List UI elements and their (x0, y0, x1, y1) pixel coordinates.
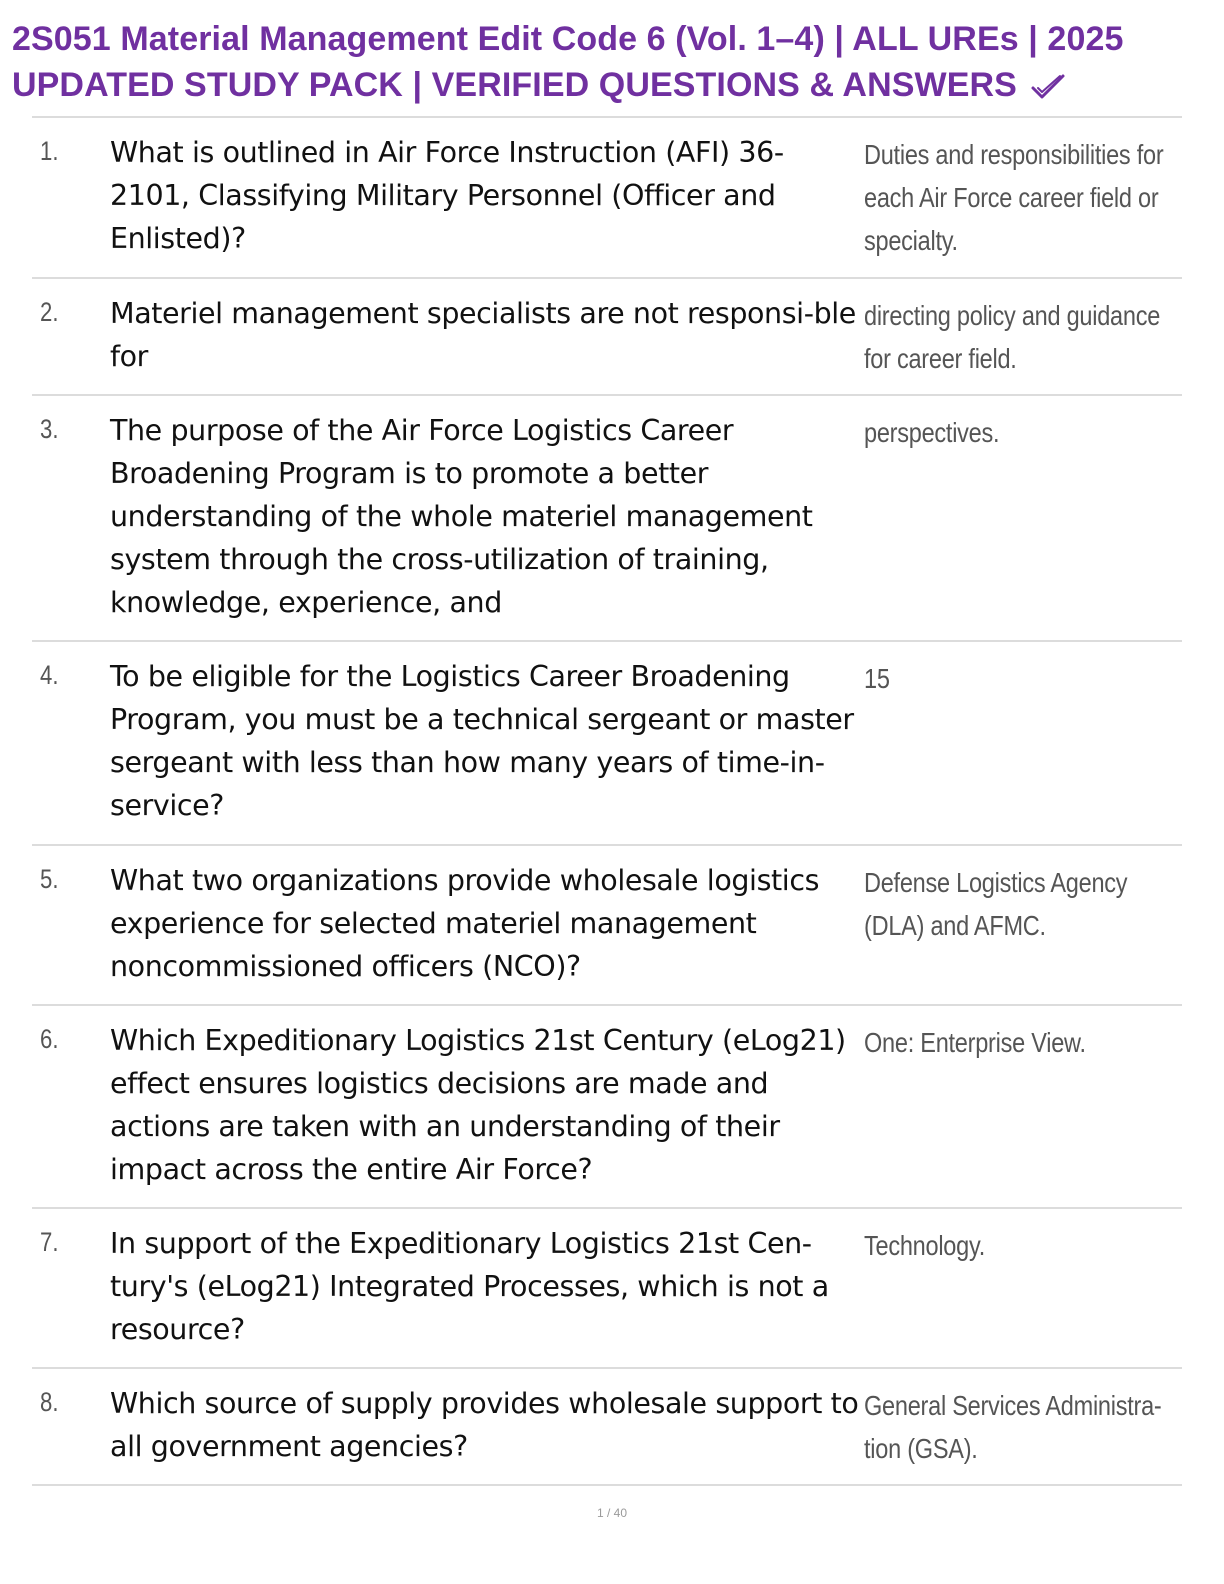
qa-item-4 (32, 642, 1182, 846)
check-mark-icon (1030, 72, 1066, 102)
qa-item-8 (32, 1369, 1182, 1486)
qa-item-3 (32, 396, 1182, 642)
question-text: Which Expeditionary Logistics 21st Century (eLog21) effect ensures logistics decisions are made and actions are taken with an understanding of their impact across the entire Air Force? (110, 1024, 846, 1186)
question-number: 8. (40, 1387, 59, 1417)
question-number: 3. (40, 414, 59, 444)
question-text: The purpose of the Air Force Logistics Career Broadening Program is to promote a better understanding of the whole materiel management system through the cross-utilization of training, knowledge, experience, and (110, 414, 813, 619)
qa-list (32, 116, 1182, 1486)
answer-text: One: Enterprise View. (864, 1027, 1086, 1058)
question-text: Materiel management specialists are not responsi-ble for (110, 297, 856, 373)
question-number: 6. (40, 1024, 59, 1054)
title-line-2: UPDATED STUDY PACK | VERIFIED QUESTIONS & ANSWERS (12, 66, 1017, 104)
qa-item-1 (32, 118, 1182, 279)
question-number: 4. (40, 660, 59, 690)
qa-item-5 (32, 846, 1182, 1006)
title-line-1: 2S051 Material Management Edit Code 6 (Vol. 1–4) | ALL UREs | 2025 (12, 20, 1124, 58)
question-number: 5. (40, 864, 59, 894)
question-text: What is outlined in Air Force Instruction (AFI) 36-2101, Classifying Military Personnel (Officer and Enlisted)? (110, 136, 784, 255)
page-indicator: 1 / 40 (596, 1506, 628, 1520)
question-text: To be eligible for the Logistics Career Broadening Program, you must be a technical sergeant or master sergeant with less than how many years of time-in-service? (110, 660, 854, 822)
question-number: 1. (40, 136, 59, 166)
question-text: In support of the Expeditionary Logistics 21st Cen-tury's (eLog21) Integrated Processes, which is not a resource? (110, 1227, 829, 1346)
qa-item-2 (32, 279, 1182, 396)
answer-text: perspectives. (864, 417, 1000, 448)
answer-text: directing policy and guidance for career field. (864, 300, 1161, 374)
answer-text: Defense Logistics Agency (DLA) and AFMC. (864, 867, 1128, 941)
answer-text: Technology. (864, 1230, 986, 1261)
qa-item-6 (32, 1006, 1182, 1209)
document-title (12, 16, 1212, 108)
answer-text: General Services Administra-tion (GSA). (864, 1390, 1162, 1464)
question-text: What two organizations provide wholesale logistics experience for selected materiel management noncommissioned officers (NCO)? (110, 864, 820, 983)
answer-text: 15 (864, 663, 890, 694)
qa-item-7 (32, 1209, 1182, 1369)
answer-text: Duties and responsibilities for each Air Force career field or specialty. (864, 139, 1164, 256)
question-number: 2. (40, 297, 59, 327)
question-number: 7. (40, 1227, 59, 1257)
question-text: Which source of supply provides wholesale support to all government agencies? (110, 1387, 859, 1463)
document-header (12, 16, 1212, 108)
